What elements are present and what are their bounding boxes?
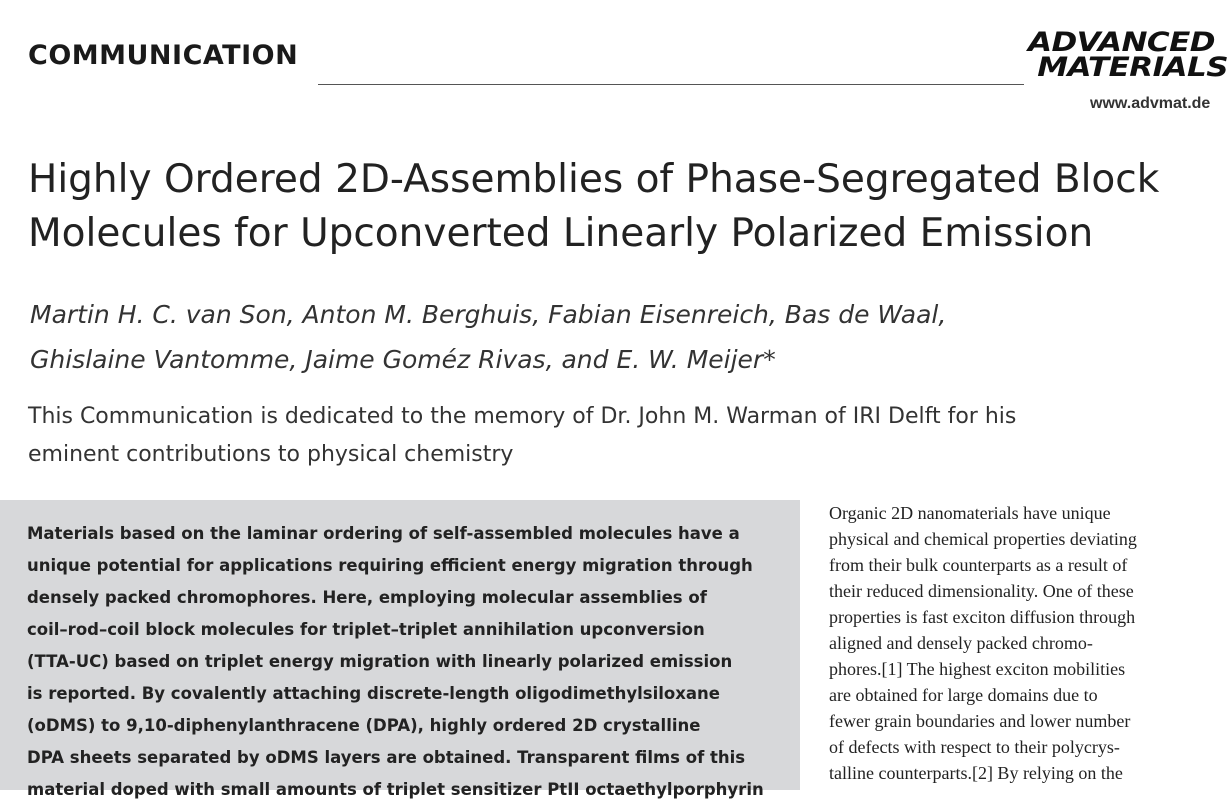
body-line: physical and chemical properties deviating	[829, 529, 1137, 549]
abstract-line: densely packed chromophores. Here, employing molecular assemblies of	[27, 588, 707, 607]
title-line: Molecules for Upconverted Linearly Polarized Emission	[28, 211, 1094, 256]
abstract-line: (oDMS) to 9,10-diphenylanthracene (DPA), highly ordered 2D crystalline	[27, 716, 701, 735]
abstract-line: (TTA-UC) based on triplet energy migration with linearly polarized emission	[27, 652, 733, 671]
author-line: Ghislaine Vantomme, Jaime Goméz Rivas, and E. W. Meijer*	[30, 345, 776, 374]
journal-logo-line2: MATERIALS	[1037, 52, 1228, 83]
abstract-text	[27, 518, 787, 806]
paper-title	[28, 153, 1208, 261]
header-divider	[318, 84, 1024, 85]
journal-logo[interactable]	[1028, 27, 1228, 88]
body-line: Organic 2D nanomaterials have unique	[829, 503, 1111, 523]
author-list	[30, 292, 1130, 382]
abstract-line: unique potential for applications requiring efficient energy migration through	[27, 556, 753, 575]
abstract-line: Materials based on the laminar ordering of self-assembled molecules have a	[27, 524, 740, 543]
abstract-line: DPA sheets separated by oDMS layers are obtained. Transparent films of this	[27, 748, 746, 767]
body-line: phores.[1] The highest exciton mobilities	[829, 659, 1126, 679]
body-line: from their bulk counterparts as a result of	[829, 555, 1128, 575]
body-line: of defects with respect to their polycrys-	[829, 737, 1120, 757]
body-paragraph	[829, 500, 1185, 786]
body-line: are obtained for large domains due to	[829, 685, 1098, 705]
section-label: COMMUNICATION	[28, 40, 299, 71]
dedication-line: This Communication is dedicated to the memory of Dr. John M. Warman of IRI Delft for his	[28, 404, 1017, 429]
body-line: properties is fast exciton diffusion through	[829, 607, 1136, 627]
abstract-box	[0, 500, 800, 799]
body-text-column	[829, 500, 1185, 790]
abstract-line: is reported. By covalently attaching discrete-length oligodimethylsiloxane	[27, 684, 720, 703]
journal-url-link[interactable]: www.advmat.de	[1090, 95, 1211, 112]
journal-logo-line1: ADVANCED	[1028, 27, 1215, 58]
abstract-line: coil–rod–coil block molecules for triplet–triplet annihilation upconversion	[27, 620, 705, 639]
body-line: aligned and densely packed chromo-	[829, 633, 1093, 653]
body-line: talline counterparts.[2] By relying on the	[829, 763, 1123, 783]
body-line: their reduced dimensionality. One of these	[829, 581, 1134, 601]
body-line: fewer grain boundaries and lower number	[829, 711, 1131, 731]
dedication	[28, 398, 1148, 474]
title-line: Highly Ordered 2D-Assemblies of Phase-Segregated Block	[28, 157, 1160, 202]
abstract-line: material doped with small amounts of triplet sensitizer PtII octaethylporphyrin	[27, 780, 764, 799]
dedication-line: eminent contributions to physical chemistry	[28, 442, 514, 467]
author-line: Martin H. C. van Son, Anton M. Berghuis, Fabian Eisenreich, Bas de Waal,	[30, 300, 947, 329]
